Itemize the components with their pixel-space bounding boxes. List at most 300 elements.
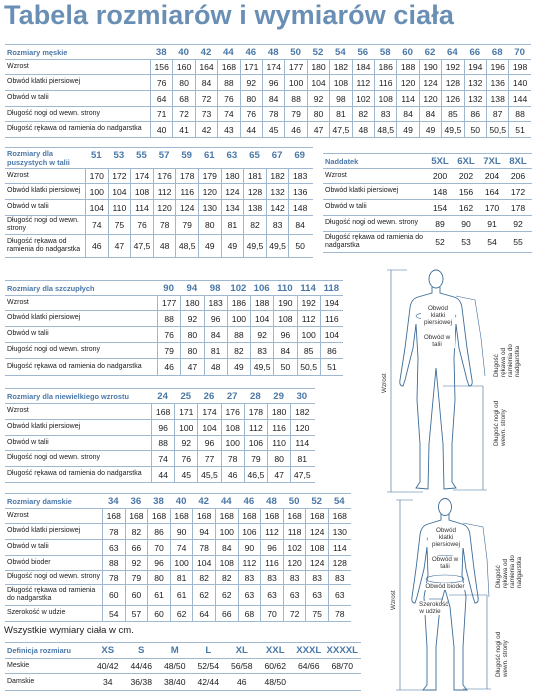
table-row [5,59,531,74]
table-cell: 84 [204,327,227,342]
table-header [5,389,315,403]
table-cell: 64 [150,91,172,106]
table-cell: 190 [273,296,296,310]
table-cell: 52 [435,237,445,247]
table-cell: 171 [240,60,262,74]
table-cell: 164 [484,186,500,197]
table-cell: 81 [290,451,313,466]
size-header: XXL [265,645,285,656]
table-row [5,310,343,326]
table-cell: 92 [174,436,197,450]
table-cell: 60/62 [264,661,286,671]
table-cell: 174 [197,404,220,419]
table-cell: 82 [125,524,148,539]
table-cell: 66 [125,540,148,555]
table-cell: 168 [125,509,148,523]
table-cell: 74 [151,451,174,466]
table-cell: 168 [215,509,238,523]
table-cell: 108 [221,420,244,435]
table-cell: 51 [508,122,530,137]
table-title: Rozmiary męskie [7,48,68,57]
table-cell: 100 [174,420,197,435]
table-cell: 174 [262,60,284,74]
table-row [323,183,532,199]
table-title: Rozmiary dla szczupłych [7,284,95,293]
female-chest-label: Obwód klatki piersiowej [428,527,464,548]
table-cell: 68 [238,606,261,621]
table-cell: 116 [374,75,396,90]
size-header: 50 [288,496,300,507]
table-cell: 192 [297,296,320,310]
row-label: Obwód w talii [7,203,49,211]
table-cell: 100 [284,75,306,90]
table-cell: 82 [243,216,266,234]
women-size-table [5,493,351,620]
table-cell: 168 [151,404,174,419]
table-cell: 124 [175,200,198,215]
table-cell: 126 [441,91,463,106]
table-cell: 90 [238,540,261,555]
table-cell: 50,5 [297,359,320,375]
row-label: Obwód w talii [7,543,49,551]
size-header: 60 [402,47,413,58]
table-cell: 80 [307,107,329,121]
table-row [5,584,351,605]
definitions-size-table [5,642,361,689]
table-cell: 75 [305,606,328,621]
size-header: 110 [277,283,293,294]
table-header [5,148,313,168]
size-header: 63 [226,150,238,161]
table-cell: 50 [273,359,296,375]
table-row [5,74,531,90]
table-cell: 179 [198,169,221,183]
table-row [5,523,351,539]
table-cell: 198 [508,60,530,74]
size-header: 46 [245,47,257,58]
table-cell: 88 [508,107,530,121]
table-cell: 120 [396,75,418,90]
table-cell: 73 [195,107,217,121]
table-cell: 64 [192,606,215,621]
table-cell: 48/50 [163,661,186,671]
table-cell: 168 [283,509,306,523]
size-header: 48 [266,496,277,507]
table-cell: 81 [170,571,193,584]
table-cell: 104 [320,327,343,342]
table-cell: 81 [221,216,244,234]
table-title: Naddatek [325,157,359,166]
table-cell: 76 [240,107,262,121]
table-cell: 164 [195,60,217,74]
row-label: Długość nogi od wewn. strony [7,454,100,462]
table-cell: 77 [197,451,220,466]
row-label: Długość rękawa od ramienia do nadgarstka [7,237,81,253]
table-cell: 142 [266,200,289,215]
table-cell: 44 [151,467,174,482]
size-header: 94 [186,283,198,294]
table-cell: 86 [464,107,486,121]
table-cell: 194 [464,60,486,74]
row-label: Obwód klatki piersiowej [7,78,81,86]
female-inseam-label: Długość nogi od wewn. strony [495,631,509,677]
table-cell: 91 [487,218,497,229]
table-header [5,45,531,59]
male-sleeve-label: Długość rękawa od ramienia do nadgarstka [493,344,521,377]
size-header: XL [235,645,248,656]
table-cell: 102 [352,91,374,106]
table-cell: 128 [328,556,351,570]
row-label: Obwód w talii [325,203,367,211]
table-cell: 124 [221,184,244,199]
table-cell: 88 [227,327,250,342]
table-cell: 132 [464,75,486,90]
table-cell: 177 [284,60,306,74]
extra-size-table [323,153,532,251]
table-cell: 188 [396,60,418,74]
table-cell: 63 [328,585,351,605]
table-cell: 98 [329,91,351,106]
table-cell: 79 [284,107,306,121]
table-cell: 82 [215,571,238,584]
table-cell: 54 [487,237,497,247]
table-cell: 40/42 [96,661,119,671]
table-cell: 57 [125,606,148,621]
size-header: 34 [107,496,119,507]
table-cell: 47 [108,235,131,257]
table-cell: 120 [198,184,221,199]
table-cell: 88 [284,91,306,106]
table-row [5,121,531,137]
size-header: 65 [249,150,260,161]
table-cell: 84 [273,343,296,358]
table-cell: 132 [464,91,486,106]
table-cell: 180 [180,296,203,310]
size-header: 114 [300,283,316,294]
table-cell: 130 [328,524,351,539]
table-cell: 76 [157,327,180,342]
table-cell: 178 [510,202,526,213]
table-cell: 47,5 [329,122,351,137]
table-cell: 81 [329,107,351,121]
table-cell: 49 [221,235,244,257]
table-cell: 56/58 [230,661,253,671]
size-header: 90 [163,283,174,294]
male-silhouette-icon [383,268,523,495]
table-cell: 45,5 [197,467,220,482]
page-title: Tabela rozmiarów i wymiarów ciała [4,0,454,30]
table-cell: 168 [260,509,283,523]
table-cell: 79 [125,571,148,584]
table-cell: 60 [125,585,148,605]
table-cell: 80 [172,75,194,90]
size-header: 64 [447,47,458,58]
female-waist-label: Obwód w talii [431,556,459,570]
table-row [323,168,532,183]
size-header: 55 [136,150,147,161]
table-cell: 130 [198,200,221,215]
size-header: 51 [90,150,102,161]
table-cell: 202 [458,171,474,181]
table-cell: 71 [150,107,172,121]
table-cell: 80 [198,216,221,234]
table-row [5,508,351,523]
size-header: 30 [296,391,308,402]
table-cell: 92 [250,327,273,342]
table-cell: 116 [260,556,283,570]
table-cell: 128 [243,184,266,199]
table-cell: 34 [102,677,113,687]
table-cell: 76 [174,451,197,466]
table-cell: 124 [305,524,328,539]
size-header: 106 [253,283,270,294]
table-row [5,90,531,106]
table-cell: 168 [328,509,351,523]
table-cell: 72 [283,606,306,621]
size-header: 38 [155,47,167,58]
table-header [5,281,343,295]
table-cell: 114 [290,436,313,450]
table-cell: 92 [513,218,523,229]
table-cell: 46 [157,359,180,375]
table-cell: 90 [461,218,471,229]
size-header: 62 [424,47,436,58]
table-cell: 87 [486,107,508,121]
table-cell: 50 [464,122,486,137]
size-header: 67 [271,150,283,161]
table-cell: 79 [244,451,267,466]
table-cell: 63 [283,585,306,605]
table-title: Definicja rozmiaru [7,646,72,655]
table-cell: 168 [238,509,261,523]
table-bottom-rule [5,137,531,138]
table-row [323,215,532,231]
table-cell: 160 [172,60,194,74]
table-cell: 85 [441,107,463,121]
table-cell: 168 [170,509,193,523]
table-cell: 64/66 [297,661,320,671]
row-label: Obwód klatki piersiowej [7,187,81,195]
table-cell: 138 [486,91,508,106]
size-header: 42 [200,47,212,58]
table-cell: 48,5 [175,235,198,257]
size-header: 56 [357,47,369,58]
row-label: Długość nogi od wewn. strony [7,216,79,232]
table-cell: 46 [284,122,306,137]
table-bottom-rule [323,252,532,253]
table-title: Rozmiary damskie [7,497,72,506]
table-cell: 76 [217,91,239,106]
table-cell: 78 [192,540,215,555]
table-cell: 41 [172,122,194,137]
table-cell: 49,5 [266,235,289,257]
table-cell: 172 [510,186,526,197]
table-cell: 162 [458,202,474,213]
table-cell: 75 [108,216,131,234]
table-cell: 46 [85,235,108,257]
table-cell: 144 [508,91,530,106]
size-header: M [170,645,179,656]
row-label: Wzrost [7,62,29,70]
row-label: Damskie [7,677,35,685]
slim-size-table [5,280,343,374]
table-cell: 120 [283,556,306,570]
size-header: 8XL [509,156,527,167]
table-cell: 104 [85,200,108,215]
size-header: XXXL [296,645,322,656]
table-cell: 184 [352,60,374,74]
table-row [5,450,315,466]
table-cell: 96 [262,75,284,90]
table-cell: 86 [147,524,170,539]
table-cell: 168 [102,509,125,523]
row-label: Obwód klatki piersiowej [325,187,399,195]
table-cell: 89 [435,218,445,229]
row-label: Wzrost [325,171,347,179]
table-cell: 78 [328,606,351,621]
short-size-table [5,388,315,481]
table-row [5,435,315,450]
row-label: Obwód w talii [7,94,49,102]
table-cell: 176 [153,169,176,183]
table-cell: 47 [180,359,203,375]
table-cell: 118 [283,524,306,539]
table-cell: 171 [174,404,197,419]
table-cell: 46 [221,467,244,482]
table-cell: 62 [215,585,238,605]
table-cell: 114 [396,91,418,106]
table-row [5,215,313,234]
table-cell: 96 [197,436,220,450]
table-cell: 49,5 [250,359,273,375]
table-cell: 42 [195,122,217,137]
table-cell: 81 [204,343,227,358]
table-bottom-rule [5,690,361,691]
table-cell: 79 [175,216,198,234]
table-cell: 68 [172,91,194,106]
table-cell: 74 [170,540,193,555]
measurements-note: Wszystkie wymiary ciała w cm. [4,625,134,636]
table-header [323,154,532,168]
table-cell: 88 [157,311,180,326]
table-cell: 78 [153,216,176,234]
table-cell: 45 [262,122,284,137]
table-cell: 44/46 [130,661,152,671]
size-header: 38 [153,496,164,507]
size-header: 24 [157,391,168,402]
table-cell: 44 [240,122,262,137]
table-cell: 116 [320,311,343,326]
table-cell: 48,5 [374,122,396,137]
table-cell: 188 [250,296,273,310]
female-body-figure [383,497,523,693]
table-cell: 83 [374,107,396,121]
table-cell: 100 [170,556,193,570]
table-cell: 183 [288,169,311,183]
female-hips-label: Obwód bioder [423,583,467,590]
table-cell: 63 [260,585,283,605]
table-row [5,658,361,673]
table-bottom-rule [5,257,313,258]
table-cell: 84 [195,75,217,90]
table-cell: 112 [297,311,320,326]
table-cell: 180 [307,60,329,74]
table-cell: 62 [170,606,193,621]
table-cell: 112 [352,75,374,90]
table-cell: 80 [180,343,203,358]
table-cell: 92 [180,311,203,326]
row-label: Długość rękawa od ramienia do nadgarstka [7,470,142,478]
table-cell: 80 [180,327,203,342]
table-cell: 88 [217,75,239,90]
table-cell: 183 [204,296,227,310]
size-header: 68 [491,47,503,58]
table-cell: 78 [262,107,284,121]
table-cell: 104 [192,556,215,570]
size-header: 69 [294,150,306,161]
table-cell: 36/38 [130,677,152,687]
male-body-figure [383,268,523,495]
table-cell: 82 [227,343,250,358]
table-cell: 204 [484,171,500,181]
female-thigh-label: Szerokość w udzie [419,601,449,615]
table-cell: 186 [374,60,396,74]
table-cell: 84 [262,91,284,106]
table-cell: 186 [227,296,250,310]
table-row [5,419,315,435]
size-header: 48 [267,47,279,58]
table-title: Rozmiary dla puszystych w talii [7,149,70,167]
row-label: Obwód w talii [7,330,49,338]
table-cell: 80 [147,571,170,584]
table-cell: 156 [150,60,172,74]
table-cell: 68/70 [331,661,353,671]
row-label: Obwód klatki piersiowej [7,527,81,535]
table-cell: 112 [238,556,261,570]
table-cell: 148 [432,186,448,197]
table-cell: 83 [283,571,306,584]
table-cell: 136 [486,75,508,90]
table-cell: 181 [243,169,266,183]
table-cell: 172 [108,169,131,183]
table-cell: 79 [157,343,180,358]
table-cell: 168 [305,509,328,523]
table-cell: 140 [508,75,530,90]
table-cell: 196 [486,60,508,74]
table-cell: 74 [217,107,239,121]
table-cell: 49 [419,122,441,137]
table-cell: 48/50 [264,677,286,687]
table-row [5,168,313,183]
table-cell: 83 [250,343,273,358]
table-cell: 112 [244,420,267,435]
table-cell: 84 [215,540,238,555]
table-cell: 47 [267,467,290,482]
table-cell: 120 [290,420,313,435]
table-cell: 53 [461,237,471,247]
table-cell: 92 [240,75,262,90]
table-cell: 50,5 [486,122,508,137]
table-cell: 84 [396,107,418,121]
table-cell: 46,5 [244,467,267,482]
table-cell: 108 [130,184,153,199]
table-cell: 61 [147,585,170,605]
size-header: XS [101,645,115,656]
table-cell: 108 [374,91,396,106]
row-label: Długość nogi od wewn. strony [7,573,100,581]
row-label: Wzrost [7,407,29,415]
table-bottom-rule [5,621,351,622]
